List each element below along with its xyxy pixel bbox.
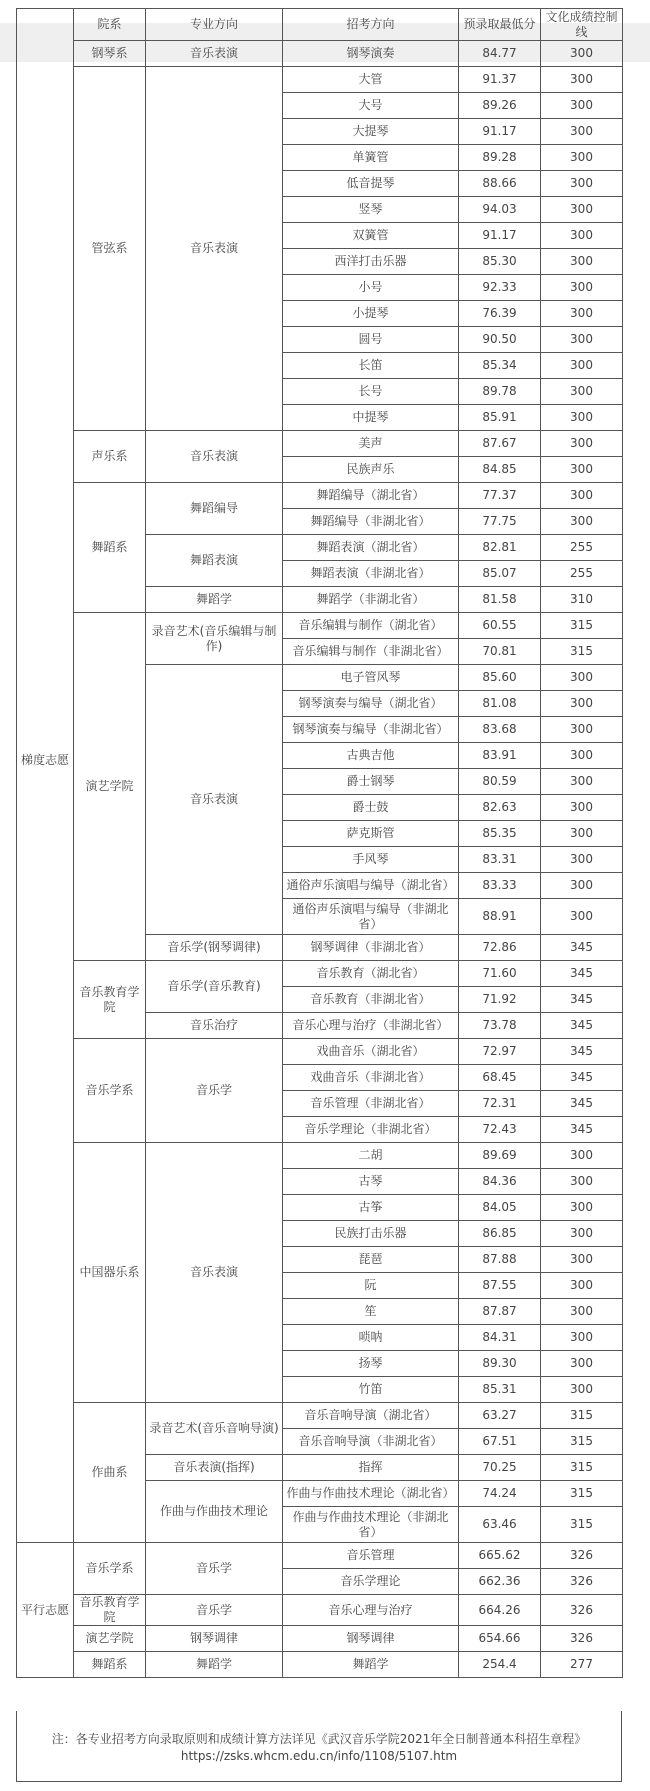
culture-line-cell: 300 [541, 457, 623, 483]
culture-line-cell: 300 [541, 509, 623, 535]
footnote-url[interactable]: https://zsks.whcm.edu.cn/info/1108/5107.htm [180, 1749, 458, 1763]
culture-line-cell: 310 [541, 587, 623, 613]
culture-line-cell: 300 [541, 353, 623, 379]
table-row [17, 1403, 623, 1429]
direction-cell: 唢呐 [283, 1325, 459, 1351]
major-cell: 录音艺术(音乐编辑与制作) [146, 613, 283, 665]
culture-line-cell: 326 [541, 1595, 623, 1626]
min-score-cell: 70.81 [459, 639, 541, 665]
major-cell: 音乐治疗 [146, 1013, 283, 1039]
direction-cell: 笙 [283, 1299, 459, 1325]
min-score-cell: 83.33 [459, 873, 541, 899]
direction-cell: 音乐心理与治疗 [283, 1595, 459, 1626]
culture-line-cell: 300 [541, 67, 623, 93]
direction-cell: 音乐编辑与制作（湖北省） [283, 613, 459, 639]
direction-cell: 钢琴演奏 [283, 41, 459, 67]
direction-cell: 长笛 [283, 353, 459, 379]
min-score-cell: 90.50 [459, 327, 541, 353]
dept-cell: 音乐教育学院 [74, 961, 146, 1039]
min-score-cell: 68.45 [459, 1065, 541, 1091]
direction-cell: 民族打击乐器 [283, 1221, 459, 1247]
dept-cell: 演艺学院 [74, 1626, 146, 1652]
culture-line-cell: 300 [541, 119, 623, 145]
direction-cell: 二胡 [283, 1143, 459, 1169]
direction-cell: 通俗声乐演唱与编导（湖北省） [283, 873, 459, 899]
min-score-cell: 63.27 [459, 1403, 541, 1429]
min-score-cell: 88.66 [459, 171, 541, 197]
culture-line-cell: 300 [541, 1195, 623, 1221]
table-row [17, 483, 623, 509]
major-cell: 舞蹈表演 [146, 535, 283, 587]
culture-line-cell: 300 [541, 1143, 623, 1169]
direction-cell: 民族声乐 [283, 457, 459, 483]
direction-cell: 西洋打击乐器 [283, 249, 459, 275]
min-score-cell: 84.85 [459, 457, 541, 483]
major-cell: 钢琴调律 [146, 1626, 283, 1652]
culture-line-cell: 300 [541, 1273, 623, 1299]
direction-cell: 戏曲音乐（非湖北省） [283, 1065, 459, 1091]
culture-line-cell: 300 [541, 41, 623, 67]
min-score-cell: 91.37 [459, 67, 541, 93]
culture-line-cell: 315 [541, 1481, 623, 1507]
culture-line-cell: 300 [541, 327, 623, 353]
direction-cell: 阮 [283, 1273, 459, 1299]
culture-line-cell: 300 [541, 1247, 623, 1273]
culture-line-cell: 255 [541, 561, 623, 587]
direction-cell: 音乐学理论 [283, 1569, 459, 1595]
culture-line-cell: 326 [541, 1569, 623, 1595]
culture-line-cell: 300 [541, 405, 623, 431]
direction-cell: 舞蹈编导（湖北省） [283, 483, 459, 509]
min-score-cell: 72.97 [459, 1039, 541, 1065]
admission-score-table [16, 8, 623, 1678]
direction-cell: 竹笛 [283, 1377, 459, 1403]
culture-line-cell: 300 [541, 145, 623, 171]
culture-line-cell: 345 [541, 987, 623, 1013]
major-cell: 舞蹈学 [146, 587, 283, 613]
min-score-cell: 85.31 [459, 1377, 541, 1403]
direction-cell: 钢琴演奏与编导（湖北省） [283, 691, 459, 717]
culture-line-cell: 300 [541, 197, 623, 223]
culture-line-cell: 345 [541, 1013, 623, 1039]
direction-cell: 小提琴 [283, 301, 459, 327]
min-score-cell: 77.75 [459, 509, 541, 535]
table-row [17, 41, 623, 67]
header-direction: 招考方向 [283, 9, 459, 41]
direction-cell: 通俗声乐演唱与编导（非湖北省） [283, 899, 459, 935]
culture-line-cell: 300 [541, 1299, 623, 1325]
direction-cell: 钢琴演奏与编导（非湖北省） [283, 717, 459, 743]
culture-line-cell: 300 [541, 275, 623, 301]
min-score-cell: 91.17 [459, 223, 541, 249]
direction-cell: 舞蹈表演（湖北省） [283, 535, 459, 561]
min-score-cell: 85.60 [459, 665, 541, 691]
min-score-cell: 72.43 [459, 1117, 541, 1143]
direction-cell: 音乐教育（非湖北省） [283, 987, 459, 1013]
culture-line-cell: 300 [541, 847, 623, 873]
min-score-cell: 85.91 [459, 405, 541, 431]
culture-line-cell: 315 [541, 1403, 623, 1429]
major-cell: 舞蹈学 [146, 1652, 283, 1678]
culture-line-cell: 300 [541, 1377, 623, 1403]
culture-line-cell: 300 [541, 1221, 623, 1247]
direction-cell: 大管 [283, 67, 459, 93]
dept-cell: 声乐系 [74, 431, 146, 483]
dept-cell: 中国器乐系 [74, 1143, 146, 1403]
direction-cell: 古琴 [283, 1169, 459, 1195]
culture-line-cell: 345 [541, 935, 623, 961]
direction-cell: 手风琴 [283, 847, 459, 873]
culture-line-cell: 326 [541, 1626, 623, 1652]
footnote-text: 注：各专业招考方向录取原则和成绩计算方法详见《武汉音乐学院2021年全日制普通本科招生章程》 [51, 1732, 587, 1746]
direction-cell: 音乐教育（湖北省） [283, 961, 459, 987]
min-score-cell: 71.60 [459, 961, 541, 987]
culture-line-cell: 315 [541, 639, 623, 665]
direction-cell: 音乐管理 [283, 1543, 459, 1569]
dept-cell: 音乐教育学院 [74, 1595, 146, 1626]
min-score-cell: 92.33 [459, 275, 541, 301]
culture-line-cell: 300 [541, 691, 623, 717]
min-score-cell: 85.07 [459, 561, 541, 587]
direction-cell: 扬琴 [283, 1351, 459, 1377]
min-score-cell: 664.26 [459, 1595, 541, 1626]
min-score-cell: 89.78 [459, 379, 541, 405]
culture-line-cell: 300 [541, 795, 623, 821]
min-score-cell: 83.31 [459, 847, 541, 873]
min-score-cell: 85.34 [459, 353, 541, 379]
direction-cell: 爵士鼓 [283, 795, 459, 821]
min-score-cell: 91.17 [459, 119, 541, 145]
direction-cell: 戏曲音乐（湖北省） [283, 1039, 459, 1065]
culture-line-cell: 300 [541, 821, 623, 847]
min-score-cell: 84.31 [459, 1325, 541, 1351]
min-score-cell: 76.39 [459, 301, 541, 327]
min-score-cell: 87.55 [459, 1273, 541, 1299]
culture-line-cell: 300 [541, 223, 623, 249]
min-score-cell: 63.46 [459, 1507, 541, 1543]
direction-cell: 舞蹈编导（非湖北省） [283, 509, 459, 535]
culture-line-cell: 300 [541, 431, 623, 457]
min-score-cell: 89.26 [459, 93, 541, 119]
min-score-cell: 82.81 [459, 535, 541, 561]
culture-line-cell: 300 [541, 483, 623, 509]
min-score-cell: 86.85 [459, 1221, 541, 1247]
table-row [17, 1626, 623, 1652]
culture-line-cell: 300 [541, 665, 623, 691]
culture-line-cell: 300 [541, 249, 623, 275]
parallel-level-cell: 平行志愿 [17, 1543, 74, 1678]
direction-cell: 美声 [283, 431, 459, 457]
direction-cell: 双簧管 [283, 223, 459, 249]
culture-line-cell: 300 [541, 743, 623, 769]
culture-line-cell: 300 [541, 93, 623, 119]
major-cell: 音乐表演(指挥) [146, 1455, 283, 1481]
min-score-cell: 84.36 [459, 1169, 541, 1195]
min-score-cell: 73.78 [459, 1013, 541, 1039]
major-cell: 音乐表演 [146, 41, 283, 67]
direction-cell: 钢琴调律（非湖北省） [283, 935, 459, 961]
direction-cell: 音乐编辑与制作（非湖北省） [283, 639, 459, 665]
culture-line-cell: 300 [541, 379, 623, 405]
direction-cell: 低音提琴 [283, 171, 459, 197]
direction-cell: 钢琴调律 [283, 1626, 459, 1652]
direction-cell: 电子管风琴 [283, 665, 459, 691]
min-score-cell: 83.68 [459, 717, 541, 743]
min-score-cell: 72.86 [459, 935, 541, 961]
direction-cell: 舞蹈学（非湖北省） [283, 587, 459, 613]
min-score-cell: 88.91 [459, 899, 541, 935]
direction-cell: 作曲与作曲技术理论（非湖北省） [283, 1507, 459, 1543]
culture-line-cell: 345 [541, 1065, 623, 1091]
direction-cell: 单簧管 [283, 145, 459, 171]
culture-line-cell: 300 [541, 1169, 623, 1195]
major-cell: 音乐表演 [146, 665, 283, 935]
culture-line-cell: 315 [541, 1507, 623, 1543]
min-score-cell: 87.87 [459, 1299, 541, 1325]
footnote [16, 1711, 622, 1782]
dept-cell: 音乐学系 [74, 1543, 146, 1595]
table-row [17, 67, 623, 93]
direction-cell: 舞蹈表演（非湖北省） [283, 561, 459, 587]
culture-line-cell: 315 [541, 613, 623, 639]
header-dept: 院系 [74, 9, 146, 41]
header-min-score: 预录取最低分 [459, 9, 541, 41]
table-row [17, 431, 623, 457]
min-score-cell: 84.05 [459, 1195, 541, 1221]
major-cell: 音乐表演 [146, 431, 283, 483]
min-score-cell: 87.88 [459, 1247, 541, 1273]
table-row [17, 961, 623, 987]
table-row [17, 1652, 623, 1678]
culture-line-cell: 315 [541, 1455, 623, 1481]
min-score-cell: 67.51 [459, 1429, 541, 1455]
direction-cell: 音乐音响导演（非湖北省） [283, 1429, 459, 1455]
direction-cell: 音乐心理与治疗（非湖北省） [283, 1013, 459, 1039]
min-score-cell: 87.67 [459, 431, 541, 457]
min-score-cell: 665.62 [459, 1543, 541, 1569]
min-score-cell: 81.08 [459, 691, 541, 717]
direction-cell: 萨克斯管 [283, 821, 459, 847]
table-row [17, 1595, 623, 1626]
min-score-cell: 89.30 [459, 1351, 541, 1377]
culture-line-cell: 300 [541, 717, 623, 743]
dept-cell: 作曲系 [74, 1403, 146, 1543]
direction-cell: 大提琴 [283, 119, 459, 145]
major-cell: 音乐学(钢琴调律) [146, 935, 283, 961]
min-score-cell: 84.77 [459, 41, 541, 67]
direction-cell: 音乐管理（非湖北省） [283, 1091, 459, 1117]
direction-cell: 琵琶 [283, 1247, 459, 1273]
min-score-cell: 71.92 [459, 987, 541, 1013]
major-cell: 音乐学 [146, 1039, 283, 1143]
direction-cell: 作曲与作曲技术理论（湖北省） [283, 1481, 459, 1507]
min-score-cell: 94.03 [459, 197, 541, 223]
dept-cell: 管弦系 [74, 67, 146, 431]
table-row [17, 1543, 623, 1569]
culture-line-cell: 300 [541, 1325, 623, 1351]
min-score-cell: 77.37 [459, 483, 541, 509]
culture-line-cell: 300 [541, 899, 623, 935]
table-header-row [17, 9, 623, 41]
table-row [17, 613, 623, 639]
culture-line-cell: 277 [541, 1652, 623, 1678]
direction-cell: 中提琴 [283, 405, 459, 431]
direction-cell: 舞蹈学 [283, 1652, 459, 1678]
culture-line-cell: 345 [541, 1117, 623, 1143]
min-score-cell: 70.25 [459, 1455, 541, 1481]
direction-cell: 长号 [283, 379, 459, 405]
min-score-cell: 81.58 [459, 587, 541, 613]
min-score-cell: 72.31 [459, 1091, 541, 1117]
major-cell: 音乐学 [146, 1543, 283, 1595]
min-score-cell: 662.36 [459, 1569, 541, 1595]
min-score-cell: 85.35 [459, 821, 541, 847]
culture-line-cell: 315 [541, 1429, 623, 1455]
dept-cell: 钢琴系 [74, 41, 146, 67]
major-cell: 作曲与作曲技术理论 [146, 1481, 283, 1543]
min-score-cell: 60.55 [459, 613, 541, 639]
major-cell: 录音艺术(音乐音响导演) [146, 1403, 283, 1455]
culture-line-cell: 345 [541, 1039, 623, 1065]
dept-cell: 演艺学院 [74, 613, 146, 961]
direction-cell: 指挥 [283, 1455, 459, 1481]
direction-cell: 小号 [283, 275, 459, 301]
min-score-cell: 82.63 [459, 795, 541, 821]
header-culture-line: 文化成绩控制线 [541, 9, 623, 41]
culture-line-cell: 300 [541, 171, 623, 197]
culture-line-cell: 255 [541, 535, 623, 561]
direction-cell: 大号 [283, 93, 459, 119]
major-cell: 舞蹈编导 [146, 483, 283, 535]
direction-cell: 音乐学理论（非湖北省） [283, 1117, 459, 1143]
direction-cell: 圆号 [283, 327, 459, 353]
culture-line-cell: 300 [541, 1351, 623, 1377]
direction-cell: 古筝 [283, 1195, 459, 1221]
major-cell: 音乐学(音乐教育) [146, 961, 283, 1013]
dept-cell: 舞蹈系 [74, 1652, 146, 1678]
min-score-cell: 654.66 [459, 1626, 541, 1652]
dept-cell: 舞蹈系 [74, 483, 146, 613]
major-cell: 音乐表演 [146, 1143, 283, 1403]
table-row [17, 1143, 623, 1169]
culture-line-cell: 345 [541, 961, 623, 987]
table-row [17, 1039, 623, 1065]
direction-cell: 古典吉他 [283, 743, 459, 769]
major-cell: 音乐学 [146, 1595, 283, 1626]
culture-line-cell: 300 [541, 769, 623, 795]
header-major: 专业方向 [146, 9, 283, 41]
dept-cell: 音乐学系 [74, 1039, 146, 1143]
min-score-cell: 89.28 [459, 145, 541, 171]
min-score-cell: 254.4 [459, 1652, 541, 1678]
min-score-cell: 89.69 [459, 1143, 541, 1169]
min-score-cell: 80.59 [459, 769, 541, 795]
culture-line-cell: 326 [541, 1543, 623, 1569]
culture-line-cell: 300 [541, 301, 623, 327]
direction-cell: 爵士钢琴 [283, 769, 459, 795]
direction-cell: 音乐音响导演（湖北省） [283, 1403, 459, 1429]
culture-line-cell: 300 [541, 873, 623, 899]
direction-cell: 竖琴 [283, 197, 459, 223]
culture-line-cell: 345 [541, 1091, 623, 1117]
major-cell: 音乐表演 [146, 67, 283, 431]
min-score-cell: 83.91 [459, 743, 541, 769]
min-score-cell: 74.24 [459, 1481, 541, 1507]
min-score-cell: 85.30 [459, 249, 541, 275]
tiered-level-cell: 梯度志愿 [17, 9, 74, 1543]
